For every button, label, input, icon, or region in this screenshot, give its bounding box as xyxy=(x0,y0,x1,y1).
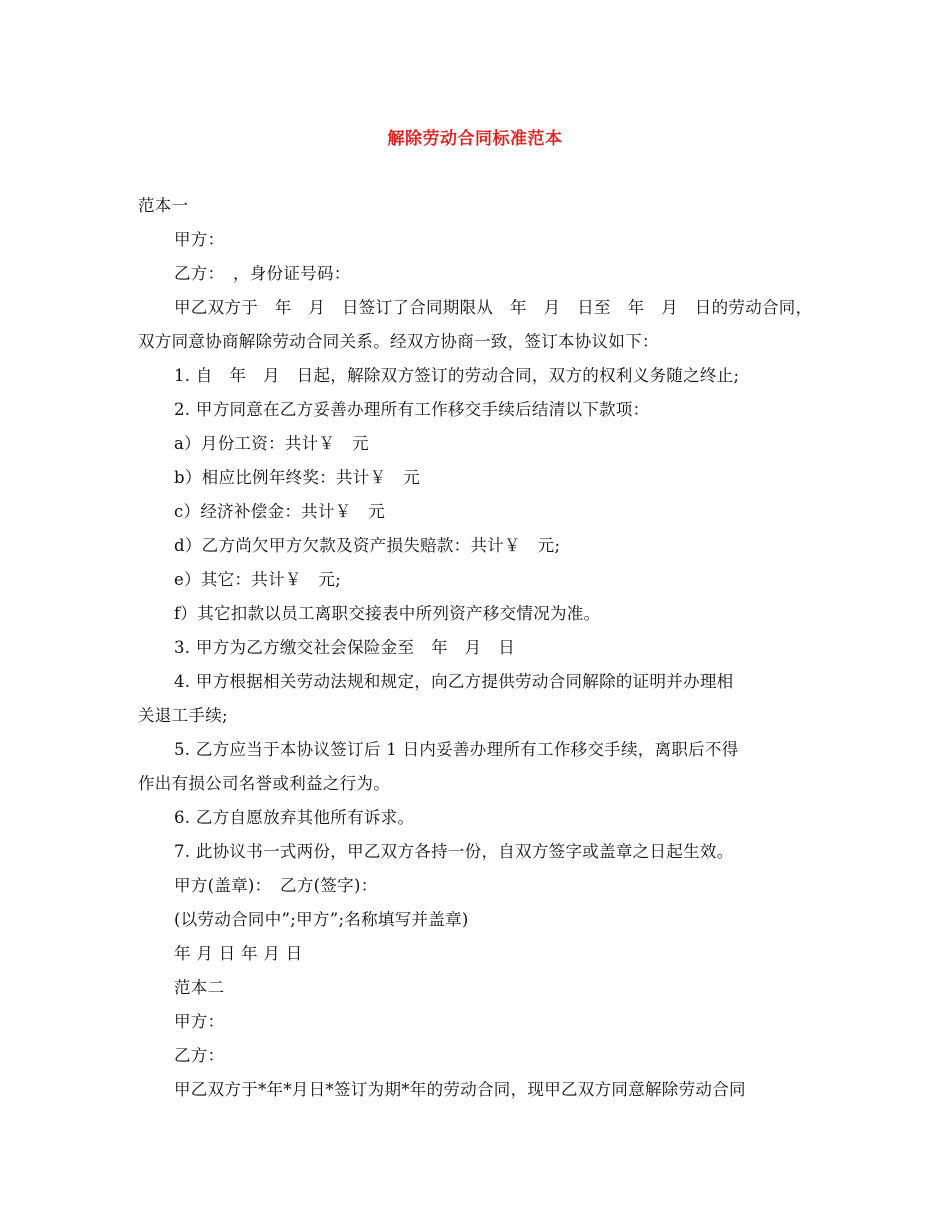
clause-7: 7. 此协议书一式两份，甲乙双方各持一份，自双方签字或盖章之日起生效。 xyxy=(174,842,734,861)
clause-2-item-f: f）其它扣款以员工离职交接表中所列资产移交情况为准。 xyxy=(174,604,601,623)
clause-2-item-c: c）经济补偿金：共计￥ 元 xyxy=(174,502,386,521)
party-a-line-2: 甲方： xyxy=(174,1012,225,1031)
template-two-intro-line: 甲乙双方于*年*月日*签订为期*年的劳动合同，现甲乙双方同意解除劳动合同 xyxy=(174,1080,746,1099)
clause-4-line-1: 4. 甲方根据相关劳动法规和规定，向乙方提供劳动合同解除的证明并办理相 xyxy=(174,672,734,691)
document-title: 解除劳动合同标准范本 xyxy=(387,129,563,149)
date-line: 年 月 日 年 月 日 xyxy=(174,944,303,963)
party-b-line: 乙方： ，身份证号码： xyxy=(174,264,351,283)
signature-note: (以劳动合同中”;甲方”;名称填写并盖章) xyxy=(174,910,469,929)
clause-2-item-d: d）乙方尚欠甲方欠款及资产损失赔款：共计￥ 元; xyxy=(174,536,561,555)
party-a-line: 甲方： xyxy=(174,230,225,249)
clause-2-item-a: a）月份工资：共计￥ 元 xyxy=(174,434,369,453)
clause-5-line-2: 作出有损公司名誉或利益之行为。 xyxy=(138,774,390,793)
clause-3: 3. 甲方为乙方缴交社会保险金至 年 月 日 xyxy=(174,638,516,657)
clause-5-line-1: 5. 乙方应当于本协议签订后 1 日内妥善办理所有工作移交手续，离职后不得 xyxy=(174,740,739,759)
section-heading-template-two: 范本二 xyxy=(174,978,225,997)
section-heading-template-one: 范本一 xyxy=(138,196,189,215)
clause-2: 2. 甲方同意在乙方妥善办理所有工作移交手续后结清以下款项： xyxy=(174,400,650,419)
intro-paragraph-line-2: 双方同意协商解除劳动合同关系。经双方协商一致，签订本协议如下： xyxy=(138,332,659,351)
signature-line: 甲方(盖章)： 乙方(签字)： xyxy=(174,876,378,895)
clause-6: 6. 乙方自愿放弃其他所有诉求。 xyxy=(174,808,415,827)
clause-4-line-2: 关退工手续; xyxy=(138,706,228,725)
intro-paragraph-line-1: 甲乙双方于 年 月 日签订了合同期限从 年 月 日至 年 月 日的劳动合同， xyxy=(174,298,813,317)
clause-1: 1. 自 年 月 日起，解除双方签订的劳动合同，双方的权利义务随之终止; xyxy=(174,366,740,385)
clause-2-item-b: b）相应比例年终奖：共计￥ 元 xyxy=(174,468,421,487)
clause-2-item-e: e）其它：共计￥ 元; xyxy=(174,570,342,589)
party-b-line-2: 乙方： xyxy=(174,1046,225,1065)
